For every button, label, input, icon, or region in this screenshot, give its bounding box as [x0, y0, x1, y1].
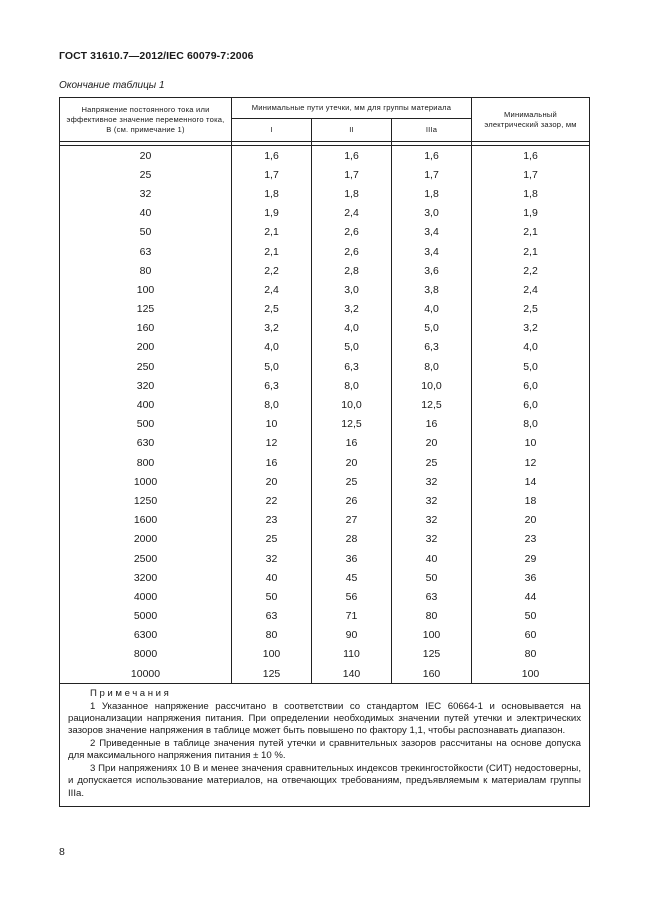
- cell-creepage-ii: 140: [312, 664, 392, 684]
- cell-creepage-ii: 25: [312, 472, 392, 491]
- cell-voltage: 160: [60, 319, 232, 338]
- cell-clearance: 2,1: [472, 223, 590, 242]
- cell-creepage-ii: 1,7: [312, 165, 392, 184]
- table-caption: Окончание таблицы 1: [59, 80, 165, 91]
- cell-creepage-ii: 2,8: [312, 261, 392, 280]
- cell-clearance: 8,0: [472, 415, 590, 434]
- cell-creepage-i: 2,1: [232, 242, 312, 261]
- table-row: [60, 626, 590, 645]
- table-row: [60, 146, 590, 166]
- cell-clearance: 4,0: [472, 338, 590, 357]
- cell-creepage-ii: 110: [312, 645, 392, 664]
- cell-voltage: 400: [60, 395, 232, 414]
- cell-creepage-iiia: 8,0: [392, 357, 472, 376]
- cell-creepage-i: 50: [232, 587, 312, 606]
- table-row: [60, 261, 590, 280]
- header-creepage: Минимальные пути утечки, мм для группы материала: [232, 98, 472, 119]
- cell-clearance: 2,1: [472, 242, 590, 261]
- cell-creepage-ii: 45: [312, 568, 392, 587]
- cell-creepage-ii: 6,3: [312, 357, 392, 376]
- cell-clearance: 14: [472, 472, 590, 491]
- cell-creepage-i: 63: [232, 607, 312, 626]
- table-row: [60, 664, 590, 684]
- cell-clearance: 6,0: [472, 376, 590, 395]
- cell-creepage-iiia: 1,7: [392, 165, 472, 184]
- cell-clearance: 2,4: [472, 280, 590, 299]
- cell-creepage-iiia: 80: [392, 607, 472, 626]
- cell-creepage-iiia: 6,3: [392, 338, 472, 357]
- cell-creepage-iiia: 25: [392, 453, 472, 472]
- cell-creepage-i: 25: [232, 530, 312, 549]
- cell-creepage-ii: 1,6: [312, 146, 392, 166]
- cell-creepage-i: 10: [232, 415, 312, 434]
- cell-creepage-ii: 2,6: [312, 242, 392, 261]
- cell-creepage-ii: 20: [312, 453, 392, 472]
- cell-clearance: 2,2: [472, 261, 590, 280]
- cell-creepage-i: 16: [232, 453, 312, 472]
- cell-voltage: 800: [60, 453, 232, 472]
- cell-creepage-ii: 1,8: [312, 184, 392, 203]
- cell-voltage: 63: [60, 242, 232, 261]
- cell-creepage-ii: 2,4: [312, 204, 392, 223]
- header-voltage: Напряжение постоянного тока или эффективное значение переменного тока, В (см. примечание 1): [60, 98, 232, 142]
- notes-title: Примечания: [90, 688, 172, 700]
- cell-clearance: 3,2: [472, 319, 590, 338]
- cell-voltage: 40: [60, 204, 232, 223]
- cell-creepage-iiia: 10,0: [392, 376, 472, 395]
- cell-creepage-i: 23: [232, 511, 312, 530]
- cell-creepage-i: 125: [232, 664, 312, 684]
- cell-voltage: 250: [60, 357, 232, 376]
- cell-voltage: 320: [60, 376, 232, 395]
- cell-clearance: 23: [472, 530, 590, 549]
- cell-creepage-ii: 16: [312, 434, 392, 453]
- table-row: [60, 357, 590, 376]
- cell-voltage: 20: [60, 146, 232, 166]
- cell-creepage-i: 2,4: [232, 280, 312, 299]
- cell-creepage-i: 5,0: [232, 357, 312, 376]
- cell-clearance: 10: [472, 434, 590, 453]
- cell-creepage-iiia: 160: [392, 664, 472, 684]
- cell-voltage: 2000: [60, 530, 232, 549]
- cell-voltage: 1600: [60, 511, 232, 530]
- cell-voltage: 100: [60, 280, 232, 299]
- note-3: 3 При напряжениях 10 В и менее значения сравнительных индексов трекингостойкости (СИТ) недостоверны, и допускается использование материалов, на отвечающих требованиям, предъявляемым к материалам группы IIIa.: [68, 762, 581, 799]
- cell-creepage-ii: 8,0: [312, 376, 392, 395]
- cell-clearance: 20: [472, 511, 590, 530]
- document-header: ГОСТ 31610.7—2012/IEC 60079-7:2006: [59, 50, 254, 62]
- cell-creepage-iiia: 50: [392, 568, 472, 587]
- cell-voltage: 50: [60, 223, 232, 242]
- cell-creepage-ii: 5,0: [312, 338, 392, 357]
- cell-creepage-iiia: 125: [392, 645, 472, 664]
- cell-voltage: 1000: [60, 472, 232, 491]
- cell-creepage-iiia: 32: [392, 511, 472, 530]
- notes-block: [60, 684, 590, 807]
- cell-creepage-iiia: 12,5: [392, 395, 472, 414]
- cell-creepage-iiia: 3,0: [392, 204, 472, 223]
- cell-voltage: 3200: [60, 568, 232, 587]
- cell-creepage-ii: 36: [312, 549, 392, 568]
- cell-creepage-ii: 2,6: [312, 223, 392, 242]
- cell-creepage-i: 80: [232, 626, 312, 645]
- cell-voltage: 10000: [60, 664, 232, 684]
- cell-creepage-iiia: 32: [392, 491, 472, 510]
- table-row: [60, 472, 590, 491]
- cell-creepage-iiia: 63: [392, 587, 472, 606]
- table-row: [60, 434, 590, 453]
- cell-creepage-iiia: 100: [392, 626, 472, 645]
- note-1: 1 Указанное напряжение рассчитано в соответствии со стандартом IEC 60664-1 и основывается на рационализации напряжения питания. При определении необходимых значении путей утечки и электрических зазоров значение напряжения в таблице может быть повышено по фактору 1,1, чтобы распознавать диапазон.: [68, 700, 581, 737]
- cell-creepage-i: 1,6: [232, 146, 312, 166]
- cell-clearance: 18: [472, 491, 590, 510]
- cell-creepage-i: 20: [232, 472, 312, 491]
- header-clearance: Минимальный электрический зазор, мм: [472, 98, 590, 142]
- cell-creepage-i: 2,2: [232, 261, 312, 280]
- page-number: 8: [59, 846, 65, 858]
- cell-creepage-iiia: 3,8: [392, 280, 472, 299]
- cell-creepage-iiia: 3,6: [392, 261, 472, 280]
- cell-creepage-iiia: 3,4: [392, 242, 472, 261]
- cell-voltage: 32: [60, 184, 232, 203]
- cell-voltage: 500: [60, 415, 232, 434]
- cell-clearance: 29: [472, 549, 590, 568]
- table-row: [60, 242, 590, 261]
- table-container: [59, 97, 589, 807]
- cell-creepage-i: 100: [232, 645, 312, 664]
- cell-creepage-iiia: 5,0: [392, 319, 472, 338]
- table-row: [60, 376, 590, 395]
- cell-voltage: 8000: [60, 645, 232, 664]
- table-row: [60, 223, 590, 242]
- cell-creepage-i: 6,3: [232, 376, 312, 395]
- table-row: [60, 453, 590, 472]
- cell-creepage-iiia: 32: [392, 472, 472, 491]
- cell-clearance: 44: [472, 587, 590, 606]
- cell-voltage: 80: [60, 261, 232, 280]
- table-row: [60, 511, 590, 530]
- cell-creepage-i: 1,9: [232, 204, 312, 223]
- cell-clearance: 1,7: [472, 165, 590, 184]
- cell-creepage-ii: 28: [312, 530, 392, 549]
- cell-creepage-i: 22: [232, 491, 312, 510]
- header-group-i: I: [232, 119, 312, 142]
- cell-voltage: 25: [60, 165, 232, 184]
- note-2: 2 Приведенные в таблице значения путей утечки и сравнительных зазоров рассчитаны на основе допуска для максимального напряжения питания ± 10 %.: [68, 737, 581, 762]
- cell-creepage-iiia: 4,0: [392, 300, 472, 319]
- cell-creepage-iiia: 16: [392, 415, 472, 434]
- cell-creepage-iiia: 40: [392, 549, 472, 568]
- cell-creepage-ii: 27: [312, 511, 392, 530]
- cell-creepage-i: 1,7: [232, 165, 312, 184]
- cell-creepage-iiia: 1,6: [392, 146, 472, 166]
- cell-creepage-i: 40: [232, 568, 312, 587]
- cell-clearance: 1,6: [472, 146, 590, 166]
- cell-creepage-i: 2,5: [232, 300, 312, 319]
- table-row: [60, 165, 590, 184]
- cell-creepage-ii: 10,0: [312, 395, 392, 414]
- cell-creepage-ii: 3,0: [312, 280, 392, 299]
- table-row: [60, 415, 590, 434]
- table-row: [60, 587, 590, 606]
- cell-voltage: 6300: [60, 626, 232, 645]
- cell-creepage-ii: 56: [312, 587, 392, 606]
- cell-creepage-i: 12: [232, 434, 312, 453]
- cell-clearance: 1,9: [472, 204, 590, 223]
- header-group-ii: II: [312, 119, 392, 142]
- cell-clearance: 1,8: [472, 184, 590, 203]
- cell-creepage-iiia: 32: [392, 530, 472, 549]
- cell-creepage-i: 1,8: [232, 184, 312, 203]
- cell-voltage: 125: [60, 300, 232, 319]
- table-row: [60, 568, 590, 587]
- cell-voltage: 4000: [60, 587, 232, 606]
- cell-creepage-ii: 4,0: [312, 319, 392, 338]
- table-row: [60, 280, 590, 299]
- cell-clearance: 50: [472, 607, 590, 626]
- cell-clearance: 60: [472, 626, 590, 645]
- cell-voltage: 1250: [60, 491, 232, 510]
- header-group-iiia: IIIa: [392, 119, 472, 142]
- cell-creepage-ii: 71: [312, 607, 392, 626]
- table-row: [60, 184, 590, 203]
- cell-voltage: 2500: [60, 549, 232, 568]
- cell-clearance: 2,5: [472, 300, 590, 319]
- cell-clearance: 100: [472, 664, 590, 684]
- table-body: [60, 146, 590, 684]
- creepage-clearance-table: [59, 97, 590, 807]
- cell-creepage-iiia: 3,4: [392, 223, 472, 242]
- cell-creepage-ii: 3,2: [312, 300, 392, 319]
- table-row: [60, 530, 590, 549]
- cell-creepage-ii: 26: [312, 491, 392, 510]
- cell-creepage-ii: 90: [312, 626, 392, 645]
- cell-creepage-i: 4,0: [232, 338, 312, 357]
- cell-voltage: 5000: [60, 607, 232, 626]
- cell-clearance: 80: [472, 645, 590, 664]
- cell-clearance: 12: [472, 453, 590, 472]
- cell-voltage: 630: [60, 434, 232, 453]
- cell-voltage: 200: [60, 338, 232, 357]
- table-row: [60, 549, 590, 568]
- table-row: [60, 300, 590, 319]
- table-row: [60, 319, 590, 338]
- cell-clearance: 36: [472, 568, 590, 587]
- table-row: [60, 204, 590, 223]
- cell-creepage-i: 32: [232, 549, 312, 568]
- table-row: [60, 338, 590, 357]
- cell-clearance: 5,0: [472, 357, 590, 376]
- cell-creepage-i: 8,0: [232, 395, 312, 414]
- table-row: [60, 395, 590, 414]
- cell-creepage-iiia: 20: [392, 434, 472, 453]
- cell-creepage-ii: 12,5: [312, 415, 392, 434]
- table-row: [60, 607, 590, 626]
- table-row: [60, 491, 590, 510]
- table-row: [60, 645, 590, 664]
- cell-creepage-i: 3,2: [232, 319, 312, 338]
- cell-creepage-i: 2,1: [232, 223, 312, 242]
- cell-clearance: 6,0: [472, 395, 590, 414]
- cell-creepage-iiia: 1,8: [392, 184, 472, 203]
